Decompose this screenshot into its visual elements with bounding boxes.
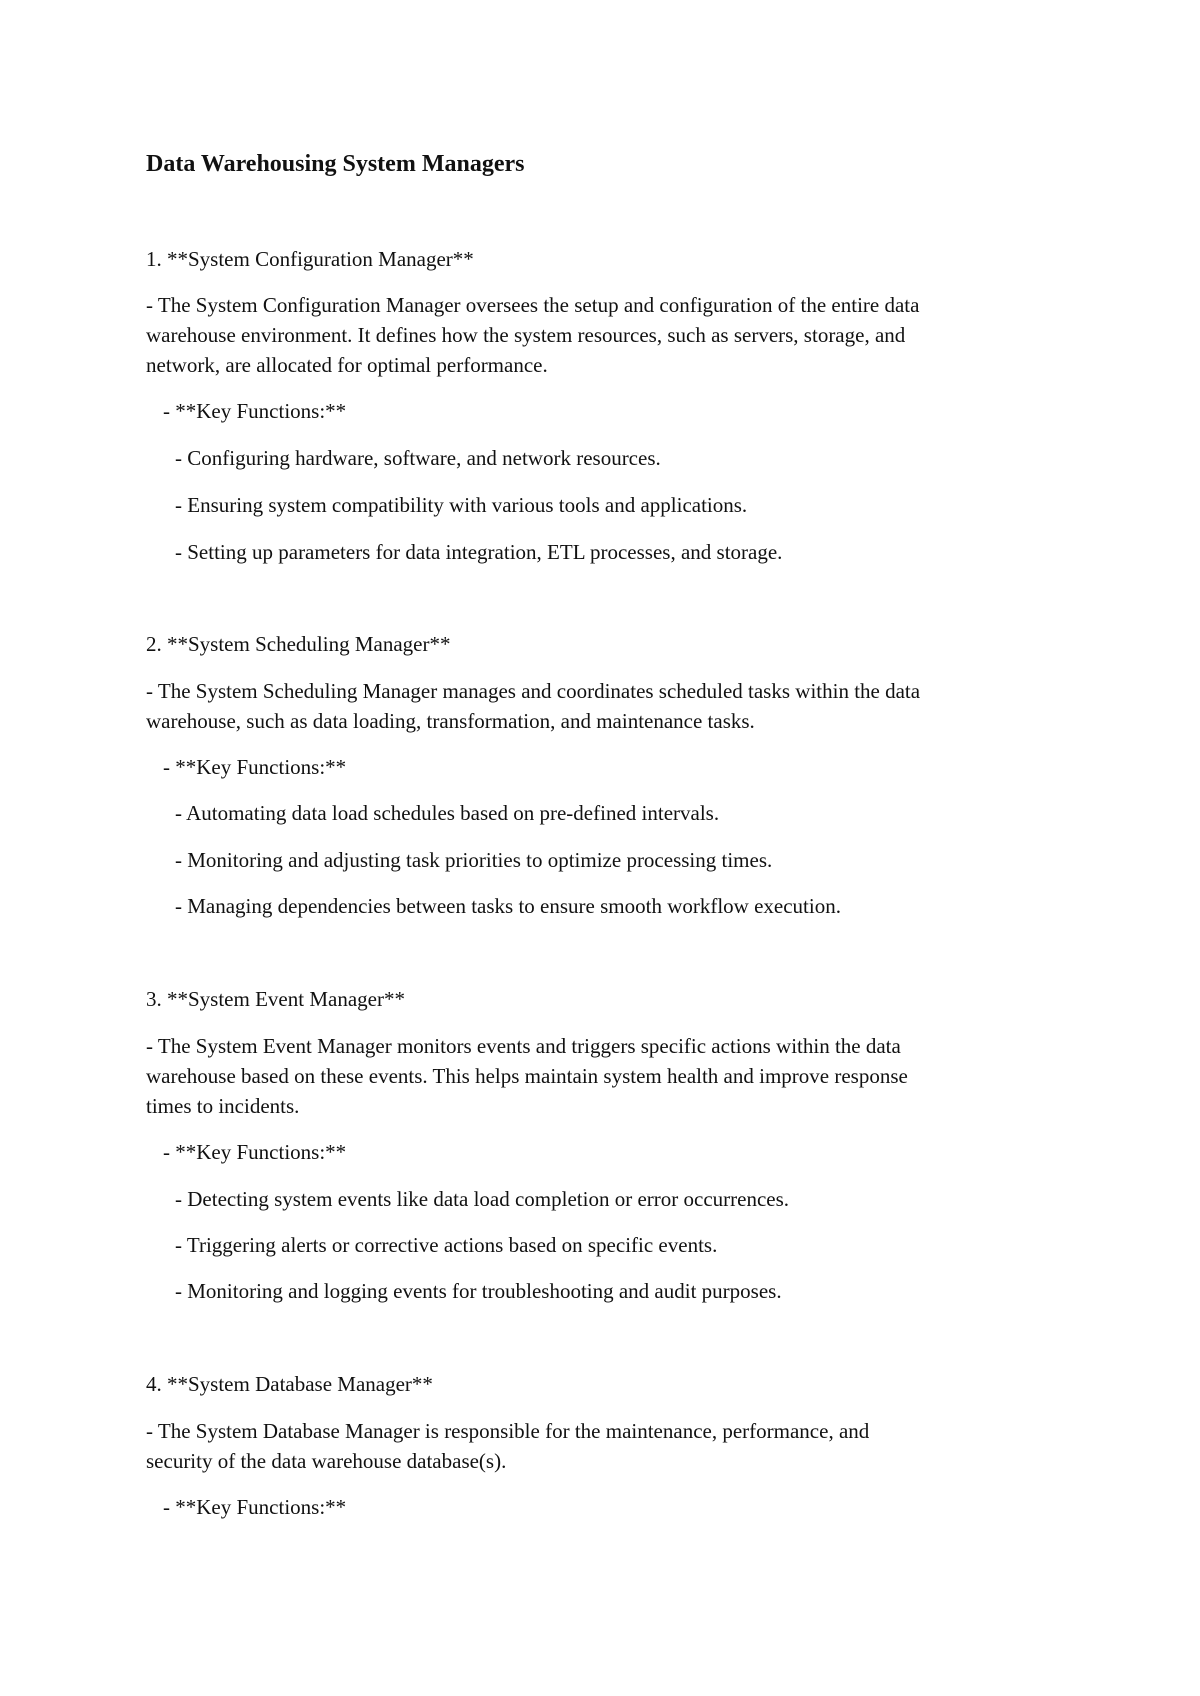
- document-title: Data Warehousing System Managers: [146, 151, 525, 177]
- section-description-line: network, are allocated for optimal performance.: [146, 353, 548, 377]
- section-heading: 2. **System Scheduling Manager**: [146, 632, 451, 656]
- key-function-item: - Ensuring system compatibility with various tools and applications.: [175, 493, 748, 517]
- key-function-item: - Setting up parameters for data integration, ETL processes, and storage.: [175, 540, 783, 564]
- key-functions-label: - **Key Functions:**: [163, 755, 347, 779]
- section-description-line: - The System Configuration Manager oversees the setup and configuration of the entire data: [146, 293, 920, 317]
- section-description-line: - The System Scheduling Manager manages and coordinates scheduled tasks within the data: [146, 679, 921, 703]
- key-function-item: - Monitoring and adjusting task priorities to optimize processing times.: [175, 848, 773, 872]
- key-function-item: - Triggering alerts or corrective actions based on specific events.: [175, 1233, 718, 1257]
- key-functions-label: - **Key Functions:**: [163, 1495, 347, 1519]
- section-description-line: - The System Event Manager monitors events and triggers specific actions within the data: [146, 1034, 901, 1058]
- section-heading: 3. **System Event Manager**: [146, 987, 405, 1011]
- section-description-line: warehouse environment. It defines how the system resources, such as servers, storage, and: [146, 323, 906, 347]
- key-function-item: - Configuring hardware, software, and network resources.: [175, 446, 661, 470]
- section-heading: 4. **System Database Manager**: [146, 1372, 433, 1396]
- section-description-line: warehouse, such as data loading, transformation, and maintenance tasks.: [146, 709, 755, 733]
- section-description-line: times to incidents.: [146, 1094, 300, 1118]
- section-heading: 1. **System Configuration Manager**: [146, 247, 474, 271]
- key-function-item: - Automating data load schedules based on pre-defined intervals.: [175, 801, 720, 825]
- section-description-line: - The System Database Manager is responsible for the maintenance, performance, and: [146, 1419, 870, 1443]
- key-function-item: - Monitoring and logging events for troubleshooting and audit purposes.: [175, 1279, 782, 1303]
- section-description-line: security of the data warehouse database(s).: [146, 1449, 507, 1473]
- key-functions-label: - **Key Functions:**: [163, 1140, 347, 1164]
- key-functions-label: - **Key Functions:**: [163, 399, 347, 423]
- key-function-item: - Detecting system events like data load completion or error occurrences.: [175, 1187, 790, 1211]
- section-description-line: warehouse based on these events. This helps maintain system health and improve response: [146, 1064, 908, 1088]
- key-function-item: - Managing dependencies between tasks to ensure smooth workflow execution.: [175, 894, 841, 918]
